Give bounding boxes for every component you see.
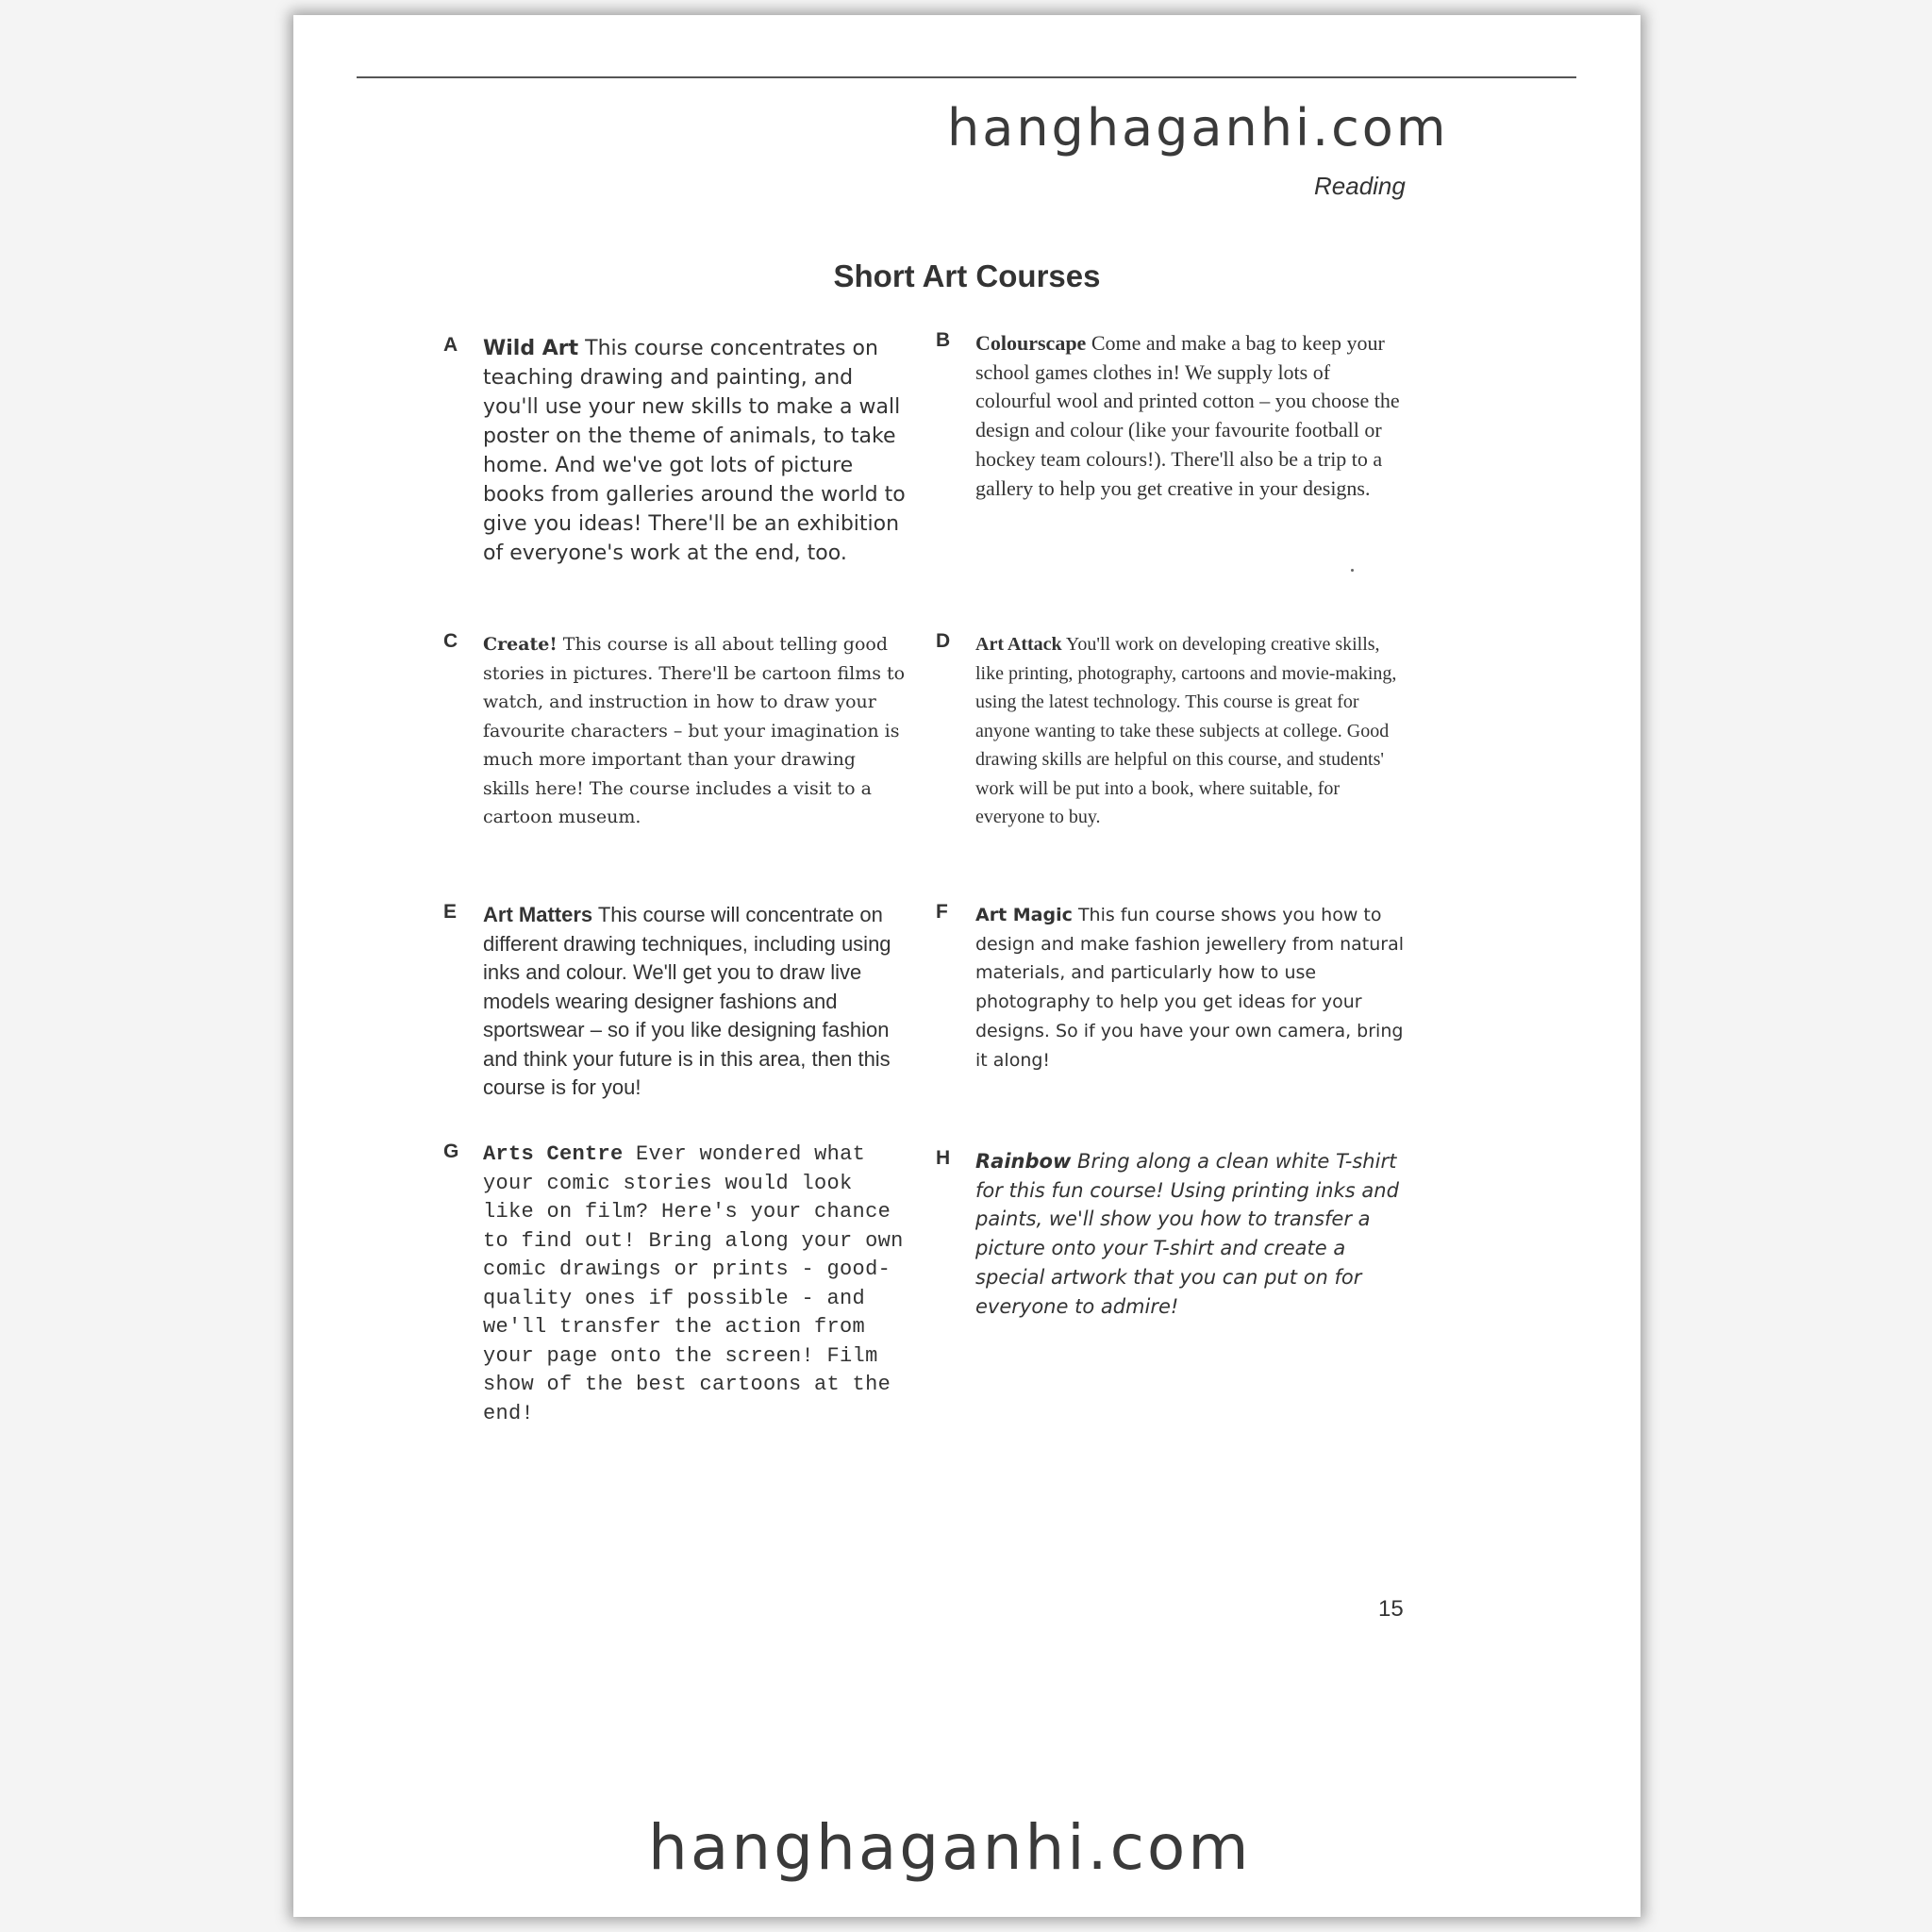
- course-letter: H: [936, 1147, 951, 1169]
- course-body: [483, 334, 906, 568]
- course-text: You'll work on developing creative skills, like printing, photography, cartoons and movie-making, using the latest technology. This course is great for anyone wanting to take these subjects at college. Good drawing skills are helpful on this course, and students' work will be put into a book, where suitable, for everyone to buy.: [975, 634, 1397, 827]
- course-body: [483, 1141, 915, 1428]
- course-text: Come and make a bag to keep your school games clothes in! We supply lots of colourful wool and printed cotton – you choose the design and colour (like your favourite football or hockey team colours!). There'll also be a trip to a gallery to help you get creative in your designs.: [975, 331, 1400, 500]
- course-name: Arts Centre: [483, 1142, 624, 1166]
- document-page: [293, 15, 1641, 1917]
- watermark-top: hanghaganhi.com: [947, 98, 1449, 158]
- course-text: Bring along a clean white T-shirt for this fun course! Using printing inks and paints, we'll show you how to transfer a picture onto your T-shirt and create a special artwork that you can put on for everyone to admire!: [975, 1150, 1399, 1318]
- header-rule: [357, 76, 1576, 78]
- course-body: [483, 901, 908, 1103]
- course-text: This course will concentrate on different drawing techniques, including using inks and colour. We'll get you to draw live models wearing designer fashions and sportswear – so if you like designing fashion and think your future is in this area, then this course is for you!: [483, 903, 891, 1099]
- course-body: [975, 329, 1409, 503]
- course-text: This fun course shows you how to design and make fashion jewellery from natural materials, and particularly how to use photography to help you get ideas for your designs. So if you have your own camera, bring it along!: [975, 905, 1405, 1071]
- course-name: Art Attack: [975, 634, 1062, 655]
- course-letter: A: [443, 334, 458, 356]
- course-letter: B: [936, 329, 951, 351]
- stray-dot: [1351, 569, 1354, 572]
- course-letter: C: [443, 630, 458, 652]
- course-body: [975, 1147, 1411, 1321]
- page-number: 15: [1378, 1596, 1404, 1622]
- course-body: [975, 630, 1409, 832]
- course-text: This course concentrates on teaching drawing and painting, and you'll use your new skills to make a wall poster on the theme of animals, to take home. And we've got lots of picture books from galleries around the world to give you ideas! There'll be an exhibition of everyone's work at the end, too.: [483, 337, 906, 565]
- course-name: Art Magic: [975, 905, 1073, 925]
- watermark-bottom: hanghaganhi.com: [648, 1811, 1252, 1884]
- course-letter: D: [936, 630, 951, 652]
- course-name: Art Matters: [483, 903, 593, 926]
- course-text: This course is all about telling good stories in pictures. There'll be cartoon films to watch, and instruction in how to draw your favourite characters – but your imagination is much more important than your drawing skills here! The course includes a visit to a cartoon museum.: [483, 634, 906, 827]
- course-text: Ever wondered what your comic stories would look like on film? Here's your chance to find out! Bring along your own comic drawings or prints - good-quality ones if possible - and we'll transfer the action from your page onto the screen! Film show of the best cartoons at the end!: [483, 1142, 904, 1425]
- course-name: Wild Art: [483, 337, 579, 360]
- section-label: Reading: [1314, 172, 1406, 200]
- course-letter: F: [936, 901, 948, 923]
- course-body: [975, 901, 1409, 1074]
- course-name: Colourscape: [975, 331, 1087, 355]
- course-name: Rainbow: [975, 1150, 1072, 1173]
- course-letter: G: [443, 1141, 459, 1162]
- page-title: Short Art Courses: [833, 258, 1101, 293]
- course-body: [483, 630, 908, 832]
- course-letter: E: [443, 901, 458, 923]
- course-name: Create!: [483, 634, 558, 655]
